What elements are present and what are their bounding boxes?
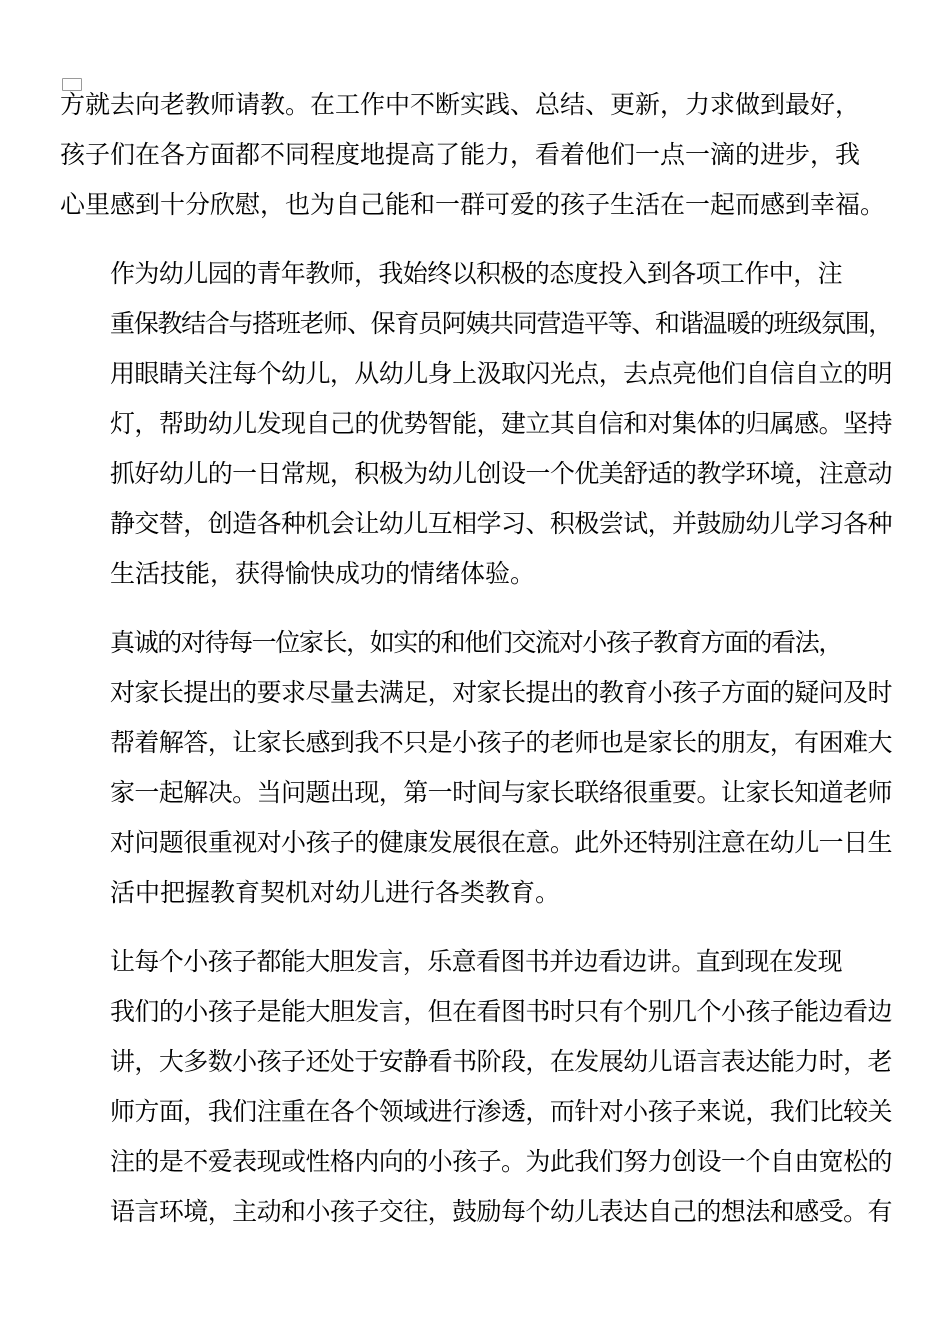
text-line: 语言环境，主动和小孩子交往，鼓励每个幼儿表达自己的想法和感受。有 <box>110 1197 892 1226</box>
text-line: 家一起解决。当问题出现，第一时间与家长联络很重要。让家长知道老师 <box>110 778 892 807</box>
text-line: 灯，帮助幼儿发现自己的优势智能，建立其自信和对集体的归属感。坚持 <box>110 409 892 438</box>
paragraph-3 <box>60 618 892 918</box>
text-line: 真诚的对待每一位家长，如实的和他们交流对小孩子教育方面的看法， <box>110 628 843 657</box>
text-line: 孩子们在各方面都不同程度地提高了能力，看着他们一点一滴的进步，我 <box>60 140 861 169</box>
text-line: 对问题很重视对小孩子的健康发展很在意。此外还特别注意在幼儿一日生 <box>110 828 892 857</box>
text-line: 生活技能，获得愉快成功的情绪体验。 <box>110 559 536 588</box>
text-line: 注的是不爱表现或性格内向的小孩子。为此我们努力创设一个自由宽松的 <box>110 1147 892 1176</box>
text-line: 师方面，我们注重在各个领域进行渗透，而针对小孩子来说，我们比较关 <box>110 1097 892 1126</box>
text-line: 用眼睛关注每个幼儿，从幼儿身上汲取闪光点，去点亮他们自信自立的明 <box>110 359 892 388</box>
text-line: 让每个小孩子都能大胆发言，乐意看图书并边看边讲。直到现在发现 <box>110 947 843 976</box>
text-line: 帮着解答，让家长感到我不只是小孩子的老师也是家长的朋友，有困难大 <box>110 728 892 757</box>
text-line: 重保教结合与搭班老师、保育员阿姨共同营造平等、和谐温暖的班级氛围， <box>110 309 893 338</box>
document-body <box>60 80 892 1256</box>
text-line: 心里感到十分欣慰，也为自己能和一群可爱的孩子生活在一起而感到幸福。 <box>60 190 886 219</box>
paragraph-1 <box>60 80 892 230</box>
text-line: 方就去向老教师请教。在工作中不断实践、总结、更新，力求做到最好， <box>60 90 861 119</box>
text-line: 活中把握教育契机对幼儿进行各类教育。 <box>110 878 561 907</box>
text-line: 我们的小孩子是能大胆发言，但在看图书时只有个别几个小孩子能边看边 <box>110 997 892 1026</box>
text-line: 讲，大多数小孩子还处于安静看书阶段，在发展幼儿语言表达能力时，老 <box>110 1047 892 1076</box>
text-line: 静交替，创造各种机会让幼儿互相学习、积极尝试，并鼓励幼儿学习各种 <box>110 509 892 538</box>
paragraph-2 <box>60 249 892 599</box>
text-line: 抓好幼儿的一日常规，积极为幼儿创设一个优美舒适的教学环境，注意动 <box>110 459 892 488</box>
text-line: 对家长提出的要求尽量去满足，对家长提出的教育小孩子方面的疑问及时 <box>110 678 892 707</box>
text-line: 作为幼儿园的青年教师，我始终以积极的态度投入到各项工作中，注 <box>110 259 843 288</box>
paragraph-4 <box>60 937 892 1237</box>
